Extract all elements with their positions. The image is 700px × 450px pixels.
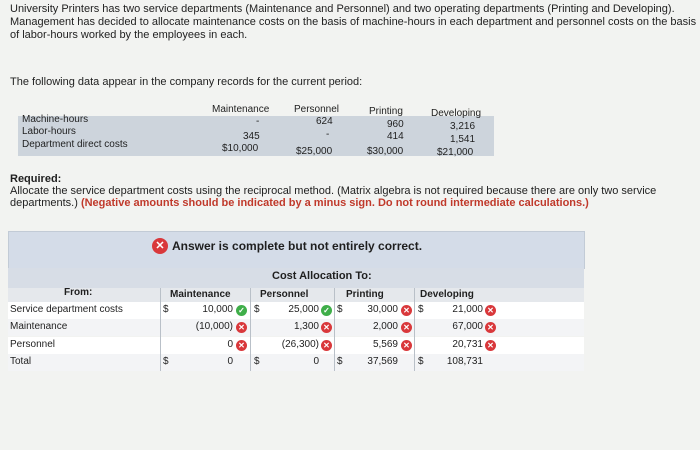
answer-input-value[interactable]: 0	[227, 339, 233, 350]
col-maintenance: Maintenance	[212, 104, 270, 115]
answer-input-value[interactable]: 20,731	[452, 339, 483, 350]
value: 960	[387, 119, 404, 130]
row-machine-hours: Machine-hours	[22, 114, 89, 125]
value: -	[256, 116, 260, 127]
value: 414	[387, 131, 404, 142]
row-label: Personnel	[10, 339, 56, 350]
row-direct-costs: Department direct costs	[22, 139, 128, 150]
required-title: Required:	[10, 173, 62, 185]
currency-symbol: $	[254, 356, 260, 367]
value: $25,000	[296, 146, 333, 157]
column-divider	[250, 288, 251, 371]
currency-symbol: $	[337, 304, 343, 315]
x-circle-icon: ✕	[321, 340, 332, 351]
column-divider	[334, 288, 335, 371]
value: $21,000	[437, 147, 474, 158]
x-circle-icon: ✕	[152, 238, 168, 254]
answer-input-value[interactable]: 2,000	[372, 321, 398, 332]
required-note: (Negative amounts should be indicated by a minus sign. Do not round intermediate calculations.)	[80, 197, 589, 209]
answer-input-value[interactable]: (26,300)	[281, 339, 319, 350]
x-circle-icon: ✕	[236, 340, 247, 351]
answer-input-value[interactable]: 67,000	[452, 321, 483, 332]
currency-symbol: $	[254, 304, 260, 315]
row-label: Service department costs	[10, 304, 123, 315]
col-developing: Developing	[431, 108, 482, 119]
x-circle-icon: ✕	[321, 322, 332, 333]
column-divider	[160, 288, 161, 371]
row-label: Total	[10, 356, 32, 367]
answer-input-value[interactable]: 37,569	[367, 356, 398, 367]
required-text: Allocate the service department costs using the reciprocal method. (Matrix algebra is not required because there are only two service departments.)	[10, 185, 657, 209]
answer-input-value[interactable]: 1,300	[293, 321, 319, 332]
currency-symbol: $	[418, 304, 424, 315]
answer-input-value[interactable]: 10,000	[202, 304, 233, 315]
answer-col-maintenance: Maintenance	[170, 289, 231, 300]
answer-input-value[interactable]: 5,569	[372, 339, 398, 350]
answer-input-value[interactable]: (10,000)	[195, 321, 233, 332]
currency-symbol: $	[163, 356, 169, 367]
table-row	[8, 354, 584, 371]
cost-allocation-title: Cost Allocation To:	[272, 270, 372, 282]
value: $10,000	[222, 143, 259, 154]
value: 624	[316, 116, 333, 127]
value: 1,541	[450, 134, 476, 145]
value: $30,000	[367, 146, 404, 157]
answer-col-printing: Printing	[346, 289, 384, 300]
answer-input-value[interactable]: 21,000	[452, 304, 483, 315]
answer-status-text: Answer is complete but not entirely correct.	[172, 239, 423, 253]
from-label: From:	[64, 287, 93, 298]
answer-input-value[interactable]: 108,731	[446, 356, 483, 367]
column-divider	[414, 288, 415, 371]
problem-intro	[10, 3, 700, 42]
x-circle-icon: ✕	[236, 322, 247, 333]
answer-input-value[interactable]: 0	[227, 356, 233, 367]
answer-input-value[interactable]: 25,000	[288, 304, 319, 315]
value: -	[326, 129, 330, 140]
currency-symbol: $	[337, 356, 343, 367]
x-circle-icon: ✕	[401, 305, 412, 316]
answer-col-personnel: Personnel	[260, 289, 309, 300]
check-circle-icon: ✓	[321, 305, 332, 316]
x-circle-icon: ✕	[401, 340, 412, 351]
following-text: The following data appear in the company records for the current period:	[10, 76, 363, 88]
value: 3,216	[450, 121, 476, 132]
row-labor-hours: Labor-hours	[22, 126, 76, 137]
row-label: Maintenance	[10, 321, 68, 332]
answer-col-developing: Developing	[420, 289, 474, 300]
currency-symbol: $	[418, 356, 424, 367]
intro-paragraph: University Printers has two service departments (Maintenance and Personnel) and two operating departments (Printing and Developing). Management has decided to allocate maintenance costs on the basis of machine-hours in each department and personnel costs on the basis of labor-hours worked by the employees in each.	[10, 3, 697, 41]
x-circle-icon: ✕	[485, 305, 496, 316]
currency-symbol: $	[163, 304, 169, 315]
x-circle-icon: ✕	[485, 340, 496, 351]
answer-input-value[interactable]: 30,000	[367, 304, 398, 315]
check-circle-icon: ✓	[236, 305, 247, 316]
required-section	[10, 173, 700, 209]
value: 345	[243, 131, 260, 142]
answer-input-value[interactable]: 0	[313, 356, 319, 367]
col-personnel: Personnel	[294, 104, 340, 115]
col-printing: Printing	[369, 106, 403, 117]
x-circle-icon: ✕	[401, 322, 412, 333]
x-circle-icon: ✕	[485, 322, 496, 333]
